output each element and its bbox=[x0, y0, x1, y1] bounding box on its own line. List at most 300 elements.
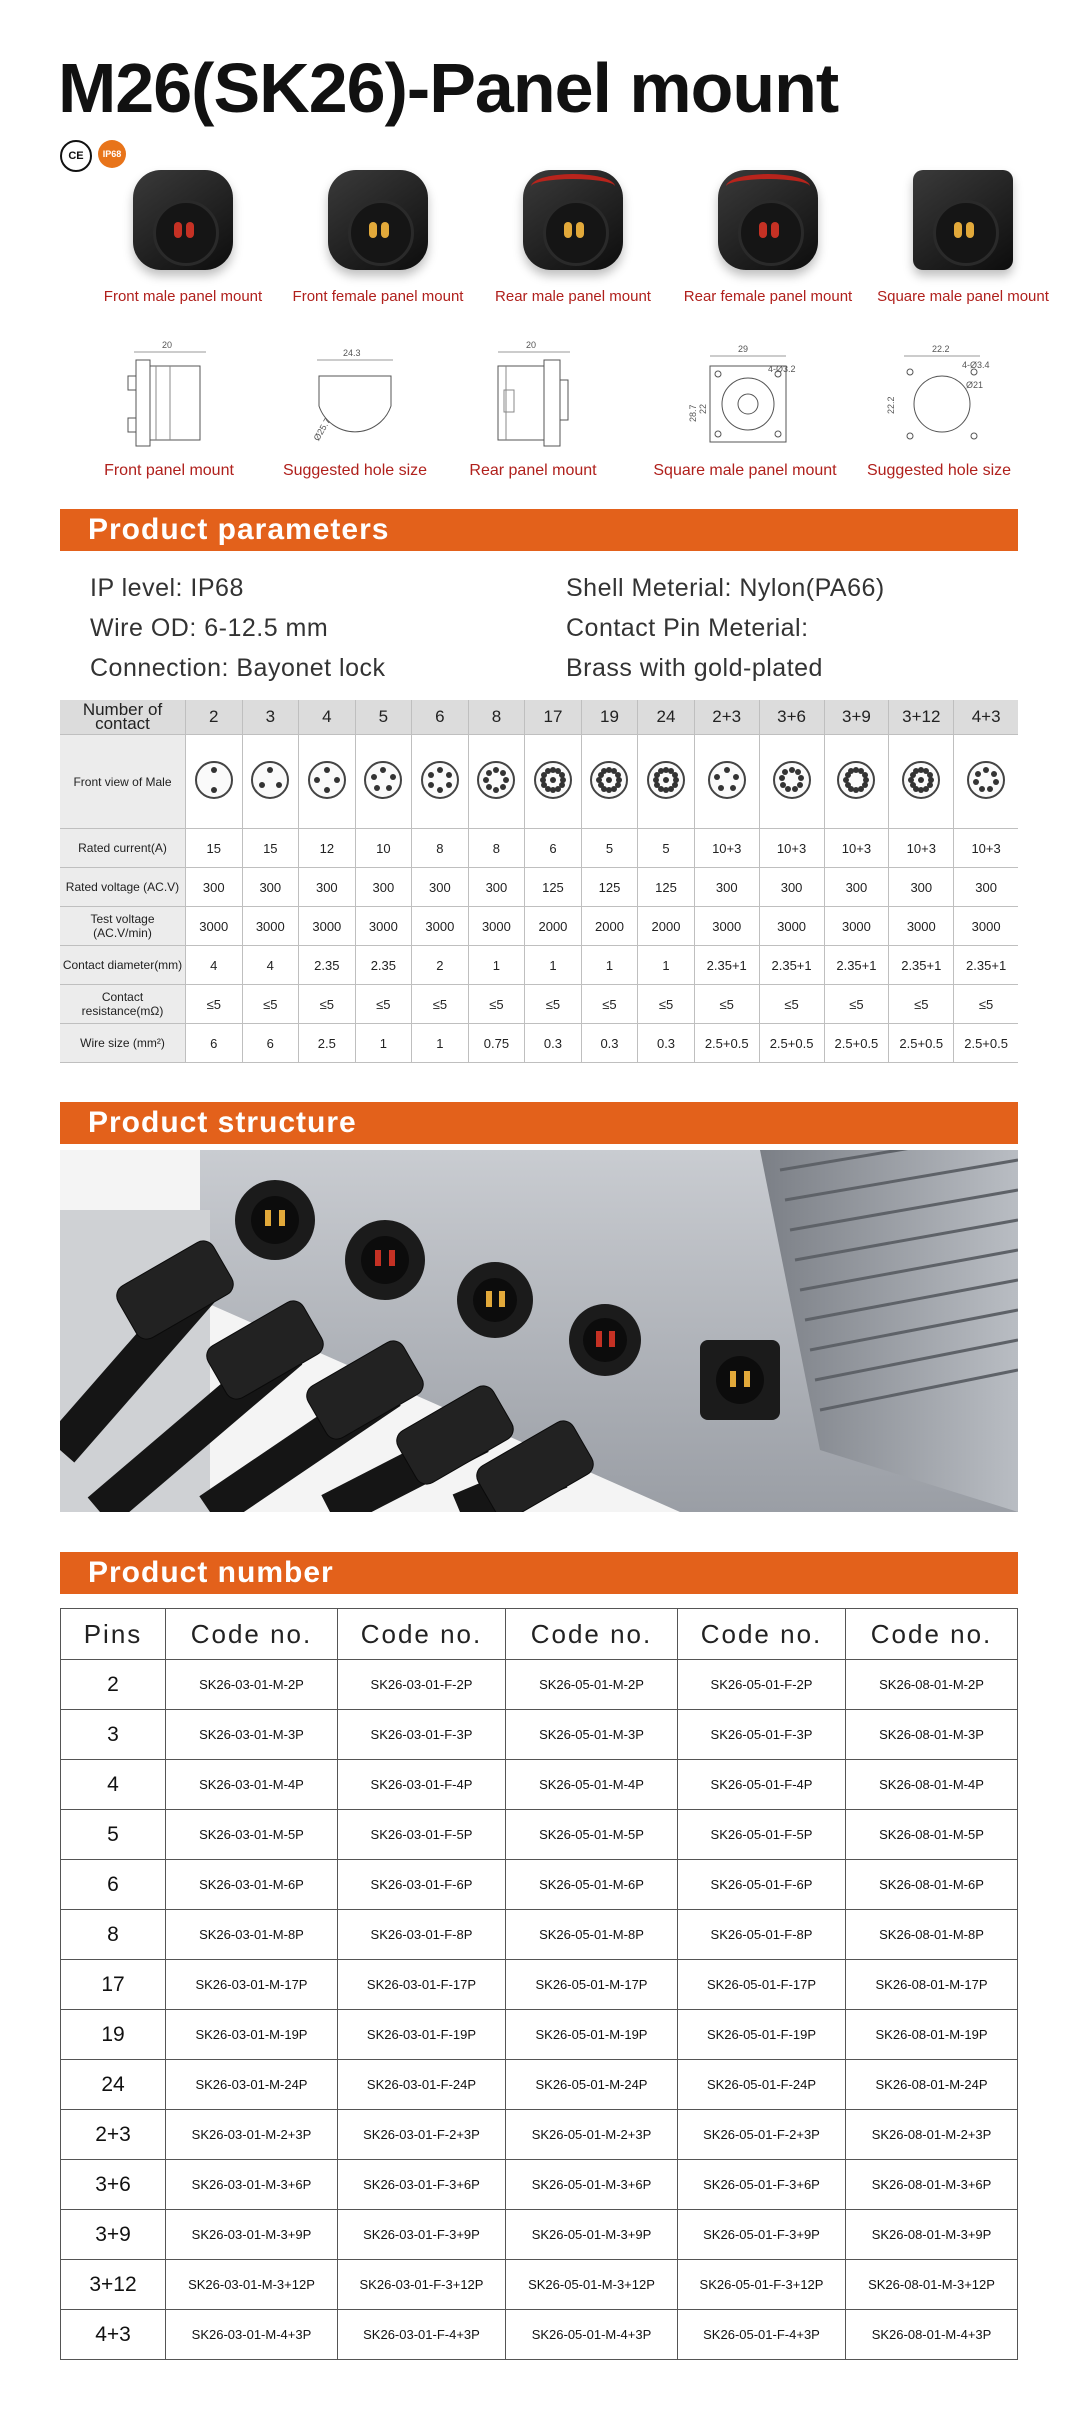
spec-cell bbox=[299, 735, 356, 829]
code-cell: SK26-05-01-F-19P bbox=[677, 2010, 845, 2060]
code-cell: SK26-03-01-M-17P bbox=[166, 1960, 338, 2010]
code-no-header: Code no. bbox=[506, 1609, 678, 1660]
code-cell: SK26-03-01-M-4+3P bbox=[166, 2310, 338, 2360]
spec-cell: 10 bbox=[355, 829, 412, 868]
spec-cell: 6 bbox=[525, 829, 582, 868]
product-square-male bbox=[868, 160, 1058, 305]
spec-cell bbox=[525, 735, 582, 829]
spec-cell: 2+3 bbox=[694, 700, 759, 735]
spec-cell: 3000 bbox=[694, 907, 759, 946]
spec-cell: 12 bbox=[299, 829, 356, 868]
connector-face-icon bbox=[364, 761, 402, 799]
spec-cell bbox=[638, 735, 695, 829]
section-bar-number: Product number bbox=[60, 1552, 1018, 1594]
code-cell: SK26-03-01-F-3P bbox=[337, 1710, 505, 1760]
code-cell: SK26-05-01-M-4P bbox=[506, 1760, 678, 1810]
code-table-row bbox=[61, 1760, 1018, 1810]
connector-face-icon bbox=[967, 761, 1005, 799]
drawing-label: Front panel mount bbox=[104, 462, 234, 479]
spec-cell: 8 bbox=[468, 829, 525, 868]
spec-cell bbox=[186, 735, 243, 829]
spec-cell: 3+12 bbox=[889, 700, 954, 735]
rear-female-connector-image bbox=[708, 160, 828, 280]
code-table-row bbox=[61, 2260, 1018, 2310]
spec-cell: 1 bbox=[525, 946, 582, 985]
code-cell: SK26-03-01-F-3+12P bbox=[337, 2260, 505, 2310]
spec-cell: 1 bbox=[468, 946, 525, 985]
spec-cell: 2000 bbox=[638, 907, 695, 946]
svg-text:4-Ø3.2: 4-Ø3.2 bbox=[768, 364, 796, 374]
code-cell: SK26-05-01-F-8P bbox=[677, 1910, 845, 1960]
code-table-row bbox=[61, 2310, 1018, 2360]
spec-cell: 3000 bbox=[186, 907, 243, 946]
param-connection: Connection: Bayonet lock bbox=[90, 654, 386, 682]
ip68-badge-icon: IP68 bbox=[98, 140, 126, 168]
spec-row-label: Wire size (mm²) bbox=[60, 1024, 186, 1063]
spec-cell: ≤5 bbox=[638, 985, 695, 1024]
pin-count-cell: 4 bbox=[61, 1760, 166, 1810]
spec-cell: 3000 bbox=[824, 907, 889, 946]
code-cell: SK26-05-01-M-2+3P bbox=[506, 2110, 678, 2160]
code-cell: SK26-05-01-M-6P bbox=[506, 1860, 678, 1910]
spec-cell: 2.5+0.5 bbox=[954, 1024, 1018, 1063]
spec-cell: 300 bbox=[412, 868, 469, 907]
code-cell: SK26-03-01-F-2+3P bbox=[337, 2110, 505, 2160]
spec-cell: 1 bbox=[412, 1024, 469, 1063]
code-cell: SK26-05-01-F-2P bbox=[677, 1660, 845, 1710]
spec-cell: ≤5 bbox=[242, 985, 299, 1024]
param-shell-material: Shell Meterial: Nylon(PA66) bbox=[566, 574, 885, 602]
spec-cell: 2.35+1 bbox=[694, 946, 759, 985]
spec-cell: 0.75 bbox=[468, 1024, 525, 1063]
code-cell: SK26-03-01-M-2P bbox=[166, 1660, 338, 1710]
code-no-header: Code no. bbox=[337, 1609, 505, 1660]
code-cell: SK26-05-01-F-4P bbox=[677, 1760, 845, 1810]
front-panel-drawing-icon bbox=[114, 336, 224, 456]
spec-cell: 2 bbox=[186, 700, 243, 735]
product-label: Rear male panel mount bbox=[495, 288, 651, 305]
spec-row-label: Contact diameter(mm) bbox=[60, 946, 186, 985]
code-cell: SK26-05-01-M-3+12P bbox=[506, 2260, 678, 2310]
pin-count-cell: 5 bbox=[61, 1810, 166, 1860]
code-cell: SK26-03-01-M-24P bbox=[166, 2060, 338, 2110]
connector-face-icon bbox=[308, 761, 346, 799]
spec-cell: 300 bbox=[759, 868, 824, 907]
spec-cell: 2.35+1 bbox=[759, 946, 824, 985]
code-cell: SK26-08-01-M-19P bbox=[846, 2010, 1018, 2060]
pin-count-cell: 17 bbox=[61, 1960, 166, 2010]
spec-cell: 2.35 bbox=[355, 946, 412, 985]
spec-cell: 125 bbox=[525, 868, 582, 907]
product-label: Front female panel mount bbox=[292, 288, 464, 305]
spec-cell: ≤5 bbox=[525, 985, 582, 1024]
spec-cell: 2000 bbox=[525, 907, 582, 946]
code-cell: SK26-08-01-M-8P bbox=[846, 1910, 1018, 1960]
spec-cell: 4 bbox=[242, 946, 299, 985]
drawing-rear-panel bbox=[438, 336, 628, 480]
spec-cell: 2.5+0.5 bbox=[824, 1024, 889, 1063]
code-table-header bbox=[61, 1609, 1018, 1660]
connector-face-icon bbox=[534, 761, 572, 799]
spec-cell: 3 bbox=[242, 700, 299, 735]
code-table-row bbox=[61, 2010, 1018, 2060]
spec-cell: 300 bbox=[299, 868, 356, 907]
spec-cell: 3000 bbox=[889, 907, 954, 946]
spec-row-label: Rated voltage (AC.V) bbox=[60, 868, 186, 907]
drawing-label: Suggested hole size bbox=[866, 462, 1012, 479]
spec-row-test bbox=[60, 907, 1018, 946]
product-label: Front male panel mount bbox=[103, 288, 263, 305]
spec-row-current bbox=[60, 829, 1018, 868]
spec-cell: 300 bbox=[468, 868, 525, 907]
spec-cell bbox=[581, 735, 638, 829]
code-cell: SK26-05-01-M-5P bbox=[506, 1810, 678, 1860]
code-cell: SK26-03-01-M-2+3P bbox=[166, 2110, 338, 2160]
spec-cell: 2.5+0.5 bbox=[889, 1024, 954, 1063]
spec-cell: 10+3 bbox=[759, 829, 824, 868]
code-cell: SK26-08-01-M-24P bbox=[846, 2060, 1018, 2110]
spec-cell: ≤5 bbox=[412, 985, 469, 1024]
code-cell: SK26-05-01-F-4+3P bbox=[677, 2310, 845, 2360]
pins-header: Pins bbox=[61, 1609, 166, 1660]
product-rear-male bbox=[478, 160, 668, 305]
code-cell: SK26-03-01-M-3P bbox=[166, 1710, 338, 1760]
code-table-row bbox=[61, 2160, 1018, 2210]
spec-cell: 6 bbox=[242, 1024, 299, 1063]
spec-cell: 300 bbox=[954, 868, 1018, 907]
code-cell: SK26-03-01-F-5P bbox=[337, 1810, 505, 1860]
drawing-hole-size-1 bbox=[260, 336, 450, 480]
spec-cell: ≤5 bbox=[694, 985, 759, 1024]
page-title: M26(SK26)-Panel mount bbox=[58, 49, 839, 127]
spec-cell: ≤5 bbox=[889, 985, 954, 1024]
code-cell: SK26-03-01-M-8P bbox=[166, 1910, 338, 1960]
panel-connector-1 bbox=[235, 1180, 315, 1260]
connector-face-icon bbox=[195, 761, 233, 799]
spec-cell: 3000 bbox=[299, 907, 356, 946]
code-cell: SK26-05-01-M-4+3P bbox=[506, 2310, 678, 2360]
square-male-connector-image bbox=[903, 160, 1023, 280]
connector-face-icon bbox=[477, 761, 515, 799]
spec-cell: 300 bbox=[889, 868, 954, 907]
pin-count-cell: 2 bbox=[61, 1660, 166, 1710]
spec-cell: 10+3 bbox=[694, 829, 759, 868]
spec-cell: 4+3 bbox=[954, 700, 1018, 735]
spec-cell bbox=[242, 735, 299, 829]
code-cell: SK26-05-01-F-3+12P bbox=[677, 2260, 845, 2310]
spec-cell: 300 bbox=[694, 868, 759, 907]
spec-cell bbox=[355, 735, 412, 829]
spec-cell: 3000 bbox=[242, 907, 299, 946]
code-cell: SK26-05-01-M-24P bbox=[506, 2060, 678, 2110]
code-cell: SK26-03-01-F-3+6P bbox=[337, 2160, 505, 2210]
spec-cell: 3000 bbox=[759, 907, 824, 946]
code-table-row bbox=[61, 1810, 1018, 1860]
spec-cell: 3000 bbox=[412, 907, 469, 946]
spec-cell: 5 bbox=[355, 700, 412, 735]
spec-row-diameter bbox=[60, 946, 1018, 985]
spec-cell: 4 bbox=[186, 946, 243, 985]
code-cell: SK26-03-01-F-24P bbox=[337, 2060, 505, 2110]
code-no-header: Code no. bbox=[846, 1609, 1018, 1660]
spec-cell: ≤5 bbox=[824, 985, 889, 1024]
spec-cell: 0.3 bbox=[638, 1024, 695, 1063]
spec-cell: 3+9 bbox=[824, 700, 889, 735]
svg-text:Ø25.7: Ø25.7 bbox=[311, 416, 333, 443]
code-table-row bbox=[61, 2110, 1018, 2160]
drawing-front-panel bbox=[74, 336, 264, 480]
spec-cell: 2.35 bbox=[299, 946, 356, 985]
spec-cell: 2 bbox=[412, 946, 469, 985]
code-cell: SK26-05-01-F-24P bbox=[677, 2060, 845, 2110]
spec-cell: 3+6 bbox=[759, 700, 824, 735]
product-label: Square male panel mount bbox=[877, 288, 1049, 305]
square-hole-size-drawing-icon bbox=[874, 336, 1004, 456]
svg-text:20: 20 bbox=[162, 340, 173, 350]
code-table-row bbox=[61, 1660, 1018, 1710]
product-label: Rear female panel mount bbox=[683, 288, 853, 305]
code-table-row bbox=[61, 1860, 1018, 1910]
drawing-label: Rear panel mount bbox=[469, 462, 597, 479]
spec-cell: 300 bbox=[824, 868, 889, 907]
spec-cell bbox=[759, 735, 824, 829]
code-table-row bbox=[61, 1910, 1018, 1960]
code-cell: SK26-03-01-M-19P bbox=[166, 2010, 338, 2060]
spec-table bbox=[60, 700, 1018, 1063]
svg-text:22: 22 bbox=[698, 403, 708, 414]
pin-count-cell: 4+3 bbox=[61, 2310, 166, 2360]
code-cell: SK26-03-01-M-5P bbox=[166, 1810, 338, 1860]
code-cell: SK26-05-01-M-3+6P bbox=[506, 2160, 678, 2210]
code-cell: SK26-03-01-F-4+3P bbox=[337, 2310, 505, 2360]
spec-cell: 5 bbox=[581, 829, 638, 868]
code-cell: SK26-05-01-M-19P bbox=[506, 2010, 678, 2060]
spec-cell: 2.5+0.5 bbox=[694, 1024, 759, 1063]
pin-count-cell: 2+3 bbox=[61, 2110, 166, 2160]
code-cell: SK26-05-01-M-3+9P bbox=[506, 2210, 678, 2260]
spec-cell: ≤5 bbox=[954, 985, 1018, 1024]
rear-panel-drawing-icon bbox=[478, 336, 588, 456]
spec-cell: 10+3 bbox=[954, 829, 1018, 868]
spec-cell: 8 bbox=[468, 700, 525, 735]
spec-cell: 300 bbox=[355, 868, 412, 907]
svg-text:Ø21: Ø21 bbox=[966, 380, 984, 390]
spec-row-label: Front view of Male bbox=[60, 735, 186, 829]
code-table-row bbox=[61, 2210, 1018, 2260]
spec-cell: 0.3 bbox=[525, 1024, 582, 1063]
code-cell: SK26-03-01-F-19P bbox=[337, 2010, 505, 2060]
code-cell: SK26-08-01-M-4P bbox=[846, 1760, 1018, 1810]
product-front-male bbox=[88, 160, 278, 305]
code-cell: SK26-03-01-M-3+12P bbox=[166, 2260, 338, 2310]
spec-cell bbox=[468, 735, 525, 829]
front-male-connector-image bbox=[123, 160, 243, 280]
spec-cell: ≤5 bbox=[581, 985, 638, 1024]
pin-count-cell: 3+6 bbox=[61, 2160, 166, 2210]
code-cell: SK26-03-01-F-2P bbox=[337, 1660, 505, 1710]
spec-row-label: Number of contact bbox=[60, 700, 186, 735]
spec-cell: 2000 bbox=[581, 907, 638, 946]
code-cell: SK26-05-01-M-3P bbox=[506, 1710, 678, 1760]
pin-count-cell: 3+12 bbox=[61, 2260, 166, 2310]
spec-cell: 125 bbox=[638, 868, 695, 907]
spec-row-front bbox=[60, 735, 1018, 829]
connector-face-icon bbox=[251, 761, 289, 799]
rear-male-connector-image bbox=[513, 160, 633, 280]
front-female-connector-image bbox=[318, 160, 438, 280]
code-cell: SK26-08-01-M-17P bbox=[846, 1960, 1018, 2010]
code-cell: SK26-05-01-F-6P bbox=[677, 1860, 845, 1910]
spec-cell: ≤5 bbox=[355, 985, 412, 1024]
code-cell: SK26-05-01-F-3P bbox=[677, 1710, 845, 1760]
pin-count-cell: 3 bbox=[61, 1710, 166, 1760]
code-cell: SK26-03-01-F-17P bbox=[337, 1960, 505, 2010]
code-cell: SK26-08-01-M-3+6P bbox=[846, 2160, 1018, 2210]
section-bar-parameters: Product parameters bbox=[60, 509, 1018, 551]
drawing-label: Square male panel mount bbox=[653, 462, 837, 479]
spec-cell: 125 bbox=[581, 868, 638, 907]
code-cell: SK26-03-01-F-8P bbox=[337, 1910, 505, 1960]
spec-cell: 4 bbox=[299, 700, 356, 735]
pin-count-cell: 8 bbox=[61, 1910, 166, 1960]
code-cell: SK26-05-01-M-17P bbox=[506, 1960, 678, 2010]
code-no-header: Code no. bbox=[166, 1609, 338, 1660]
spec-row-label: Contact resistance(mΩ) bbox=[60, 985, 186, 1024]
ce-mark-icon: CE bbox=[60, 140, 92, 172]
svg-text:24.3: 24.3 bbox=[343, 348, 361, 358]
spec-cell: 6 bbox=[412, 700, 469, 735]
connector-face-icon bbox=[837, 761, 875, 799]
product-structure-image bbox=[60, 1150, 1018, 1512]
code-cell: SK26-05-01-F-3+9P bbox=[677, 2210, 845, 2260]
spec-cell: ≤5 bbox=[186, 985, 243, 1024]
pin-count-cell: 24 bbox=[61, 2060, 166, 2110]
spec-cell: 1 bbox=[581, 946, 638, 985]
code-cell: SK26-05-01-M-8P bbox=[506, 1910, 678, 1960]
drawing-square-panel bbox=[650, 336, 840, 480]
param-pin-material: Contact Pin Meterial: bbox=[566, 614, 809, 642]
code-cell: SK26-03-01-F-3+9P bbox=[337, 2210, 505, 2260]
spec-row-wire bbox=[60, 1024, 1018, 1063]
pin-count-cell: 19 bbox=[61, 2010, 166, 2060]
spec-cell: 1 bbox=[638, 946, 695, 985]
square-panel-drawing-icon bbox=[680, 336, 810, 456]
code-cell: SK26-03-01-M-6P bbox=[166, 1860, 338, 1910]
spec-cell: 1 bbox=[355, 1024, 412, 1063]
enclosure-with-connectors-illustration bbox=[60, 1150, 1018, 1512]
spec-cell: 2.35+1 bbox=[954, 946, 1018, 985]
code-cell: SK26-05-01-F-17P bbox=[677, 1960, 845, 2010]
code-cell: SK26-05-01-F-2+3P bbox=[677, 2110, 845, 2160]
spec-cell: 10+3 bbox=[889, 829, 954, 868]
spec-cell: 19 bbox=[581, 700, 638, 735]
code-no-header: Code no. bbox=[677, 1609, 845, 1660]
svg-text:28.7: 28.7 bbox=[688, 404, 698, 422]
code-cell: SK26-03-01-M-3+9P bbox=[166, 2210, 338, 2260]
connector-face-icon bbox=[590, 761, 628, 799]
product-number-table bbox=[60, 1608, 1018, 2360]
spec-cell bbox=[889, 735, 954, 829]
code-cell: SK26-08-01-M-3P bbox=[846, 1710, 1018, 1760]
spec-cell bbox=[954, 735, 1018, 829]
connector-face-icon bbox=[773, 761, 811, 799]
code-cell: SK26-08-01-M-3+12P bbox=[846, 2260, 1018, 2310]
spec-cell: 10+3 bbox=[824, 829, 889, 868]
svg-text:22.2: 22.2 bbox=[886, 396, 896, 414]
spec-cell bbox=[694, 735, 759, 829]
code-cell: SK26-05-01-F-3+6P bbox=[677, 2160, 845, 2210]
code-table-row bbox=[61, 1710, 1018, 1760]
product-front-female bbox=[283, 160, 473, 305]
spec-cell: 15 bbox=[242, 829, 299, 868]
code-cell: SK26-08-01-M-2P bbox=[846, 1660, 1018, 1710]
code-cell: SK26-08-01-M-6P bbox=[846, 1860, 1018, 1910]
drawing-hole-size-2 bbox=[844, 336, 1034, 480]
code-cell: SK26-08-01-M-2+3P bbox=[846, 2110, 1018, 2160]
code-cell: SK26-05-01-M-2P bbox=[506, 1660, 678, 1710]
product-rear-female bbox=[673, 160, 863, 305]
connector-face-icon bbox=[902, 761, 940, 799]
spec-cell: 2.35+1 bbox=[824, 946, 889, 985]
spec-cell: ≤5 bbox=[299, 985, 356, 1024]
section-bar-structure: Product structure bbox=[60, 1102, 1018, 1144]
spec-cell: 17 bbox=[525, 700, 582, 735]
spec-cell: 300 bbox=[186, 868, 243, 907]
spec-cell: 2.5 bbox=[299, 1024, 356, 1063]
svg-text:22.2: 22.2 bbox=[932, 344, 950, 354]
spec-row-label: Test voltage (AC.V/min) bbox=[60, 907, 186, 946]
param-ip-level: IP level: IP68 bbox=[90, 574, 244, 602]
spec-cell: 2.5+0.5 bbox=[759, 1024, 824, 1063]
spec-row-label: Rated current(A) bbox=[60, 829, 186, 868]
code-cell: SK26-08-01-M-3+9P bbox=[846, 2210, 1018, 2260]
spec-cell: 24 bbox=[638, 700, 695, 735]
svg-text:29: 29 bbox=[738, 344, 749, 354]
param-pin-material-detail: Brass with gold-plated bbox=[566, 654, 823, 682]
spec-cell: 8 bbox=[412, 829, 469, 868]
spec-cell: ≤5 bbox=[759, 985, 824, 1024]
spec-row-resistance bbox=[60, 985, 1018, 1024]
hole-size-drawing-icon bbox=[295, 336, 415, 456]
spec-cell: 6 bbox=[186, 1024, 243, 1063]
svg-text:20: 20 bbox=[526, 340, 537, 350]
spec-cell: 300 bbox=[242, 868, 299, 907]
code-cell: SK26-03-01-F-6P bbox=[337, 1860, 505, 1910]
spec-row-voltage bbox=[60, 868, 1018, 907]
pin-count-cell: 6 bbox=[61, 1860, 166, 1910]
spec-row-contacts bbox=[60, 700, 1018, 735]
param-wire-od: Wire OD: 6-12.5 mm bbox=[90, 614, 329, 642]
connector-face-icon bbox=[708, 761, 746, 799]
drawing-label: Suggested hole size bbox=[282, 462, 428, 479]
spec-cell: 2.35+1 bbox=[889, 946, 954, 985]
code-cell: SK26-03-01-M-3+6P bbox=[166, 2160, 338, 2210]
pin-count-cell: 3+9 bbox=[61, 2210, 166, 2260]
spec-cell: ≤5 bbox=[468, 985, 525, 1024]
spec-cell: 0.3 bbox=[581, 1024, 638, 1063]
connector-face-icon bbox=[647, 761, 685, 799]
spec-cell: 3000 bbox=[468, 907, 525, 946]
code-cell: SK26-08-01-M-5P bbox=[846, 1810, 1018, 1860]
code-table-row bbox=[61, 2060, 1018, 2110]
spec-cell: 3000 bbox=[954, 907, 1018, 946]
spec-cell bbox=[824, 735, 889, 829]
connector-face-icon bbox=[421, 761, 459, 799]
code-cell: SK26-08-01-M-4+3P bbox=[846, 2310, 1018, 2360]
spec-cell bbox=[412, 735, 469, 829]
code-table-row bbox=[61, 1960, 1018, 2010]
code-cell: SK26-05-01-F-5P bbox=[677, 1810, 845, 1860]
